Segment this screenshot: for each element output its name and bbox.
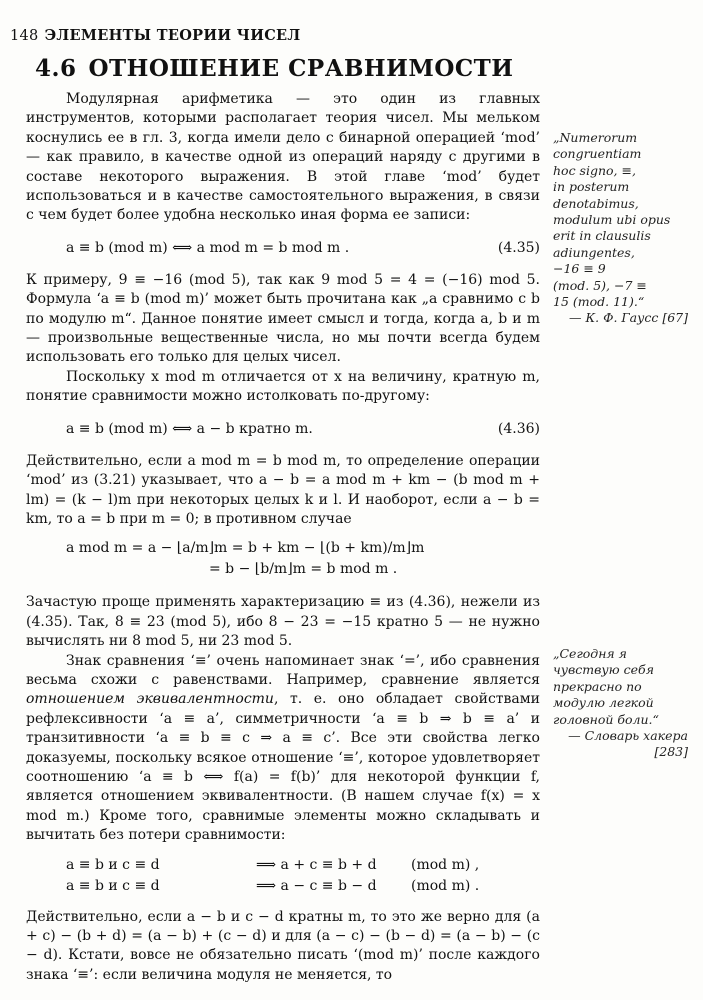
text-run: , т. е. оно обладает свойствами рефлексивности ‘a ≡ a’, симметричности ‘a ≡ b ⇒ b ≡ a’ и транзитивности ‘a ≡ b ≡ c ⇒ a ≡ c’. Все эти свойства легко доказуемы, поскольку всякое отношение ‘≡’, которое удовлетворяет соотношению ‘a ≡ b ⟺ f(a) = f(b)’ для некоторой функции f, является отношением эквивалентности. (В нашем случае f(x) = x mod m.) Кроме того, сравнимые элементы можно складывать и вычитать без потери сравнимости: — [26, 691, 540, 844]
paragraph-proof: Действительно, если a mod m = b mod m, то определение операции ‘mod’ из (3.21) указывает, что a − b = a mod m + km − (b mod m + lm) = (k − l)m при некоторых целых k и l. И наоборот, если a − b = km, то a = b при m = 0; в противном случае — [26, 452, 540, 527]
margin-quote-text: „Numerorum congruentiam hoc signo, ≡, in posterum denotabimus, modulum ubi opus erit in clausulis adiungentes, −16 ≡ 9 (mod. 5), −7 ≡ 15 (mod. 11).“ — [553, 130, 671, 310]
margin-quote-hacker — [553, 646, 688, 761]
equation-modulus: (mod m) . — [411, 877, 480, 894]
equation-body: a ≡ b (mod m) ⟺ a − b кратно m. — [66, 420, 313, 437]
paragraph-multiple: Поскольку x mod m отличается от x на величину, кратную m, понятие сравнимости можно истолковать по-другому: — [26, 368, 540, 405]
paragraph-equivalence — [26, 652, 540, 846]
equation-conclusion: ⟹ a − c ≡ b − d — [256, 877, 377, 894]
text-run: Знак сравнения ‘≡’ очень напоминает знак ‘=’, ибо сравнения весьма схожи с равенствами. Например, сравнение является — [26, 652, 540, 688]
equation-row — [26, 877, 540, 898]
paragraph-intro: Модулярная арифметика — это один из главных инструментов, которыми располагает теория чисел. Мы мельком коснулись ее в гл. 3, когда имели дело с бинарной операцией ‘mod’ — как правило, в качестве одной из операций наряду с другими в составе некоторого выражения. В этой главе ‘mod’ будет использоваться и в качестве самостоятельного выражения, в связи с чем будет более удобна несколько иная форма ее записи: — [26, 91, 540, 224]
equation-premise: a ≡ b и c ≡ d — [66, 877, 160, 894]
emphasis-term: отношением эквивалентности — [26, 691, 274, 708]
equation-line: = b − ⌊b/m⌋m = b mod m . — [209, 561, 398, 578]
running-head-title: ЭЛЕМЕНТЫ ТЕОРИИ ЧИСЕЛ — [44, 27, 301, 44]
margin-quote-gauss — [553, 130, 688, 327]
equation-floor-derivation — [26, 539, 540, 581]
section-number: 4.6 — [35, 55, 77, 82]
paragraph-characterization: Зачастую проще применять характеризацию ≡ из (4.36), нежели из (4.35). Так, 8 ≡ 23 (mod 5), ибо 8 − 23 = −15 кратно 5 — не нужно вычислять ни 8 mod 5, ни 23 mod 5. — [26, 594, 540, 650]
equation-row — [26, 856, 540, 877]
equation-4-36 — [26, 420, 540, 440]
section-title-text: ОТНОШЕНИЕ СРАВНИМОСТИ — [88, 55, 514, 82]
main-text-column — [26, 90, 540, 985]
section-title — [35, 55, 514, 82]
running-head — [10, 27, 301, 44]
equation-body: a ≡ b (mod m) ⟺ a mod m = b mod m . — [66, 239, 350, 256]
page-number: 148 — [10, 28, 39, 44]
equation-number: (4.36) — [497, 420, 540, 437]
equation-number: (4.35) — [497, 239, 540, 256]
paragraph-example: К примеру, 9 ≡ −16 (mod 5), так как 9 mod 5 = 4 = (−16) mod 5. Формула ‘a ≡ b (mod m)’ может быть прочитана как „a сравнимо с b по модулю m“. Данное понятие имеет смысл и тогда, когда a, b и m — произвольные вещественные числа, но мы почти всегда будем использовать его только для целых чисел. — [26, 271, 540, 366]
equation-premise: a ≡ b и c ≡ d — [66, 856, 160, 873]
margin-quote-source: — Словарь хакера [283] — [568, 728, 688, 760]
margin-quote-source: — К. Ф. Гаусс [67] — [568, 310, 688, 326]
equation-4-35 — [26, 239, 540, 259]
equation-line: a mod m = a − ⌊a/m⌋m = b + km − ⌊(b + km)/m⌋m — [66, 540, 425, 557]
equation-add-subtract — [26, 856, 540, 898]
equation-conclusion: ⟹ a + c ≡ b + d — [256, 856, 377, 873]
margin-quote-text: „Сегодня я чувствую себя прекрасно по модулю легкой головной боли.“ — [553, 646, 659, 727]
paragraph-closure: Действительно, если a − b и c − d кратны m, то это же верно для (a + c) − (b + d) = (a − b) + (c − d) и для (a − c) − (b − d) = (a − b) − (c − d). Кстати, вовсе не обязательно писать ‘(mod m)’ после каждого знака ‘≡’: если величина модуля не меняется, то — [26, 908, 540, 983]
equation-modulus: (mod m) , — [411, 856, 480, 873]
